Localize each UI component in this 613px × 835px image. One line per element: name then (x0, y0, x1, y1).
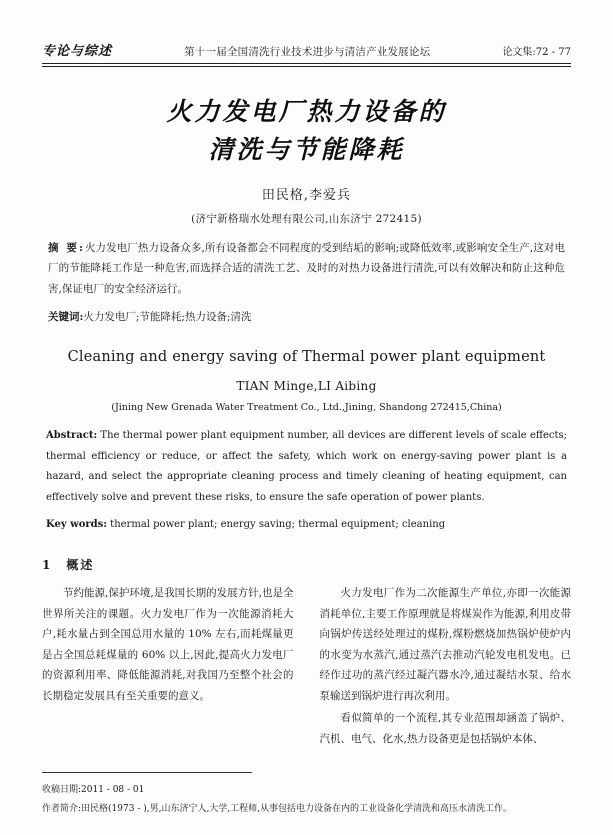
affiliation-chinese: (济宁新格瑞水处理有限公司,山东济宁 272415) (191, 213, 422, 225)
keywords-english-text: thermal power plant; energy saving; thermal equipment; cleaning (107, 519, 446, 531)
section-number: 1 (42, 558, 51, 573)
keywords-chinese-label: 关键词: (48, 311, 84, 324)
abstract-english (42, 426, 571, 508)
abstract-english-label: Abstract: (46, 430, 98, 442)
footnotes (42, 780, 571, 819)
running-head-right: 论文集:72 - 77 (502, 47, 571, 58)
keywords-chinese-text: 火力发电厂;节能降耗;热力设备;清洗 (83, 311, 252, 324)
page-title-english: Cleaning and energy saving of Thermal power plant equipment (67, 349, 546, 366)
paragraph: 节约能源,保护环境,是我国长期的发展方针,也是全世界所关注的课题。火力发电厂作为一次能源消耗大户,耗水量占到全国总用水量的 10% 左右,而耗煤量更是占全国总耗煤量的 60% 以上,因此,提高火力发电厂的资源利用率、降低能源消耗,对我国乃至整个社会的长期稳定发展具有至关重要的意义。 (42, 587, 294, 702)
authors-chinese: 田民格,李爱兵 (261, 188, 352, 203)
section-heading (42, 556, 571, 573)
running-head (42, 40, 571, 63)
body-column-right (320, 583, 572, 751)
author-bio: 作者简介:田民格(1973 - ),男,山东济宁人,大学,工程师,从事包括电力设备在内的工业设备化学清洗和高压水清洗工作。 (42, 804, 513, 815)
paragraph: 火力发电厂作为二次能源生产单位,亦即一次能源消耗单位,主要工作原理就是将煤炭作为能源,利用皮带向锅炉传送经处理过的煤粉,煤粉燃烧加热锅炉使炉内的水变为水蒸汽,通过蒸汽去推动汽轮发电机发电。已经作过功的蒸汽经过凝汽器水冷,通过凝结水泵、给水泵输送到锅炉进行再次利用。 (319, 587, 571, 702)
header-divider (42, 63, 571, 67)
title-line-1: 火力发电厂热力设备的 (166, 97, 447, 126)
body-columns (42, 583, 571, 751)
section-title: 概述 (66, 558, 95, 573)
keywords-english (42, 519, 571, 530)
title-line-2: 清洗与节能降耗 (208, 134, 405, 164)
keywords-chinese (42, 308, 571, 327)
running-head-left: 专论与综述 (42, 44, 113, 59)
received-date: 收稿日期:2011 - 08 - 01 (42, 784, 145, 795)
affiliation-english: (Jining New Grenada Water Treatment Co., Ltd.,Jining, Shandong 272415,China) (111, 402, 502, 414)
keywords-english-label: Key words: (46, 519, 107, 531)
page-title-chinese (42, 93, 571, 168)
paragraph: 看似简单的一个流程,其专业范围却涵盖了锅炉、汽机、电气、化水,热力设备更是包括锅炉本体、 (319, 712, 571, 745)
abstract-chinese-text: 火力发电厂热力设备众多,所有设备都会不同程度的受到结垢的影响;或降低效率,或影响安全生产,这对电厂的节能降耗工作是一种危害,而选择合适的清洗工艺、及时的对热力设备进行清洗,可以有效解决和防止这种危害,保证电厂的安全经济运行。 (48, 242, 565, 295)
footnote-divider (42, 772, 252, 773)
body-column-left (42, 583, 294, 751)
authors-english: TIAN Minge,LI Aibing (236, 379, 377, 394)
abstract-chinese (42, 238, 571, 299)
abstract-english-text: The thermal power plant equipment number, all devices are different levels of scale effects; thermal efficiency or reduce, or affect the safety, which work on energy-saving power plant is a hazard, and select the appropriate cleaning process and timely cleaning of heating equipment, can effectively solve and prevent these risks, to ensure the safe operation of power plants. (46, 430, 567, 503)
running-head-center: 第十一届全国清洗行业技术进步与清洁产业发展论坛 (184, 46, 431, 58)
abstract-chinese-label: 摘 要: (48, 242, 85, 254)
